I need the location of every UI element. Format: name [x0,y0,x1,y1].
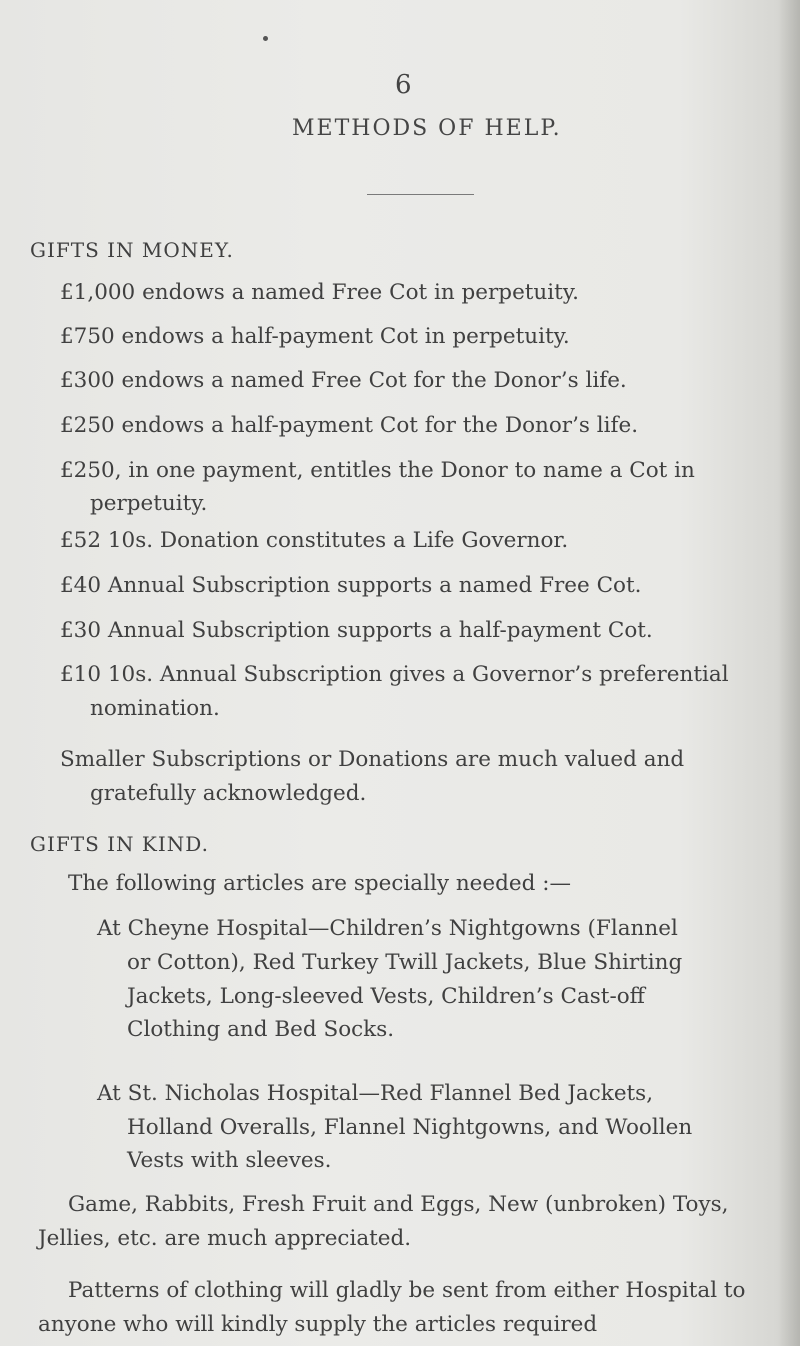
page-number: 6 [395,70,412,100]
smaller-subscriptions-note: Smaller Subscriptions or Donations are much valued and [60,747,685,772]
game-fruit-note: Game, Rabbits, Fresh Fruit and Eggs, New (unbroken) Toys, [68,1192,729,1217]
page-title: METHODS OF HELP. [292,116,562,141]
page-edge-shadow [778,0,800,1346]
money-item: £30 Annual Subscription supports a half-payment Cot. [60,618,653,643]
gifts-in-kind-intro: The following articles are specially needed :— [68,871,571,896]
st-nicholas-hospital-needs: Vests with sleeves. [127,1148,332,1173]
st-nicholas-hospital-needs: At St. Nicholas Hospital—Red Flannel Bed Jackets, [97,1081,654,1106]
cheyne-hospital-needs: At Cheyne Hospital—Children’s Nightgowns (Flannel [97,916,678,941]
money-item: £10 10s. Annual Subscription gives a Governor’s preferential [60,662,729,687]
money-item: £250, in one payment, entitles the Donor to name a Cot in [60,458,695,483]
money-item: £52 10s. Donation constitutes a Life Governor. [60,528,569,553]
money-item-continuation: perpetuity. [90,491,208,516]
patterns-note: anyone who will kindly supply the articles required [38,1312,598,1337]
title-rule [367,194,474,195]
patterns-note: Patterns of clothing will gladly be sent from either Hospital to [68,1278,746,1303]
gifts-in-money-heading: GIFTS IN MONEY. [30,238,234,262]
smaller-subscriptions-note: gratefully acknowledged. [90,781,367,806]
cheyne-hospital-needs: or Cotton), Red Turkey Twill Jackets, Blue Shirting [127,950,683,975]
money-item: £40 Annual Subscription supports a named Free Cot. [60,573,642,598]
gifts-in-kind-heading: GIFTS IN KIND. [30,832,209,856]
money-item: £300 endows a named Free Cot for the Donor’s life. [60,368,627,393]
st-nicholas-hospital-needs: Holland Overalls, Flannel Nightgowns, and Woollen [127,1115,693,1140]
game-fruit-note: Jellies, etc. are much appreciated. [38,1226,412,1251]
cheyne-hospital-needs: Jackets, Long-sleeved Vests, Children’s Cast-off [127,984,645,1009]
money-item: £250 endows a half-payment Cot for the Donor’s life. [60,413,639,438]
money-item: £750 endows a half-payment Cot in perpetuity. [60,324,570,349]
cheyne-hospital-needs: Clothing and Bed Socks. [127,1017,395,1042]
ink-speck [263,36,268,41]
money-item-continuation: nomination. [90,696,220,721]
money-item: £1,000 endows a named Free Cot in perpetuity. [60,280,579,305]
